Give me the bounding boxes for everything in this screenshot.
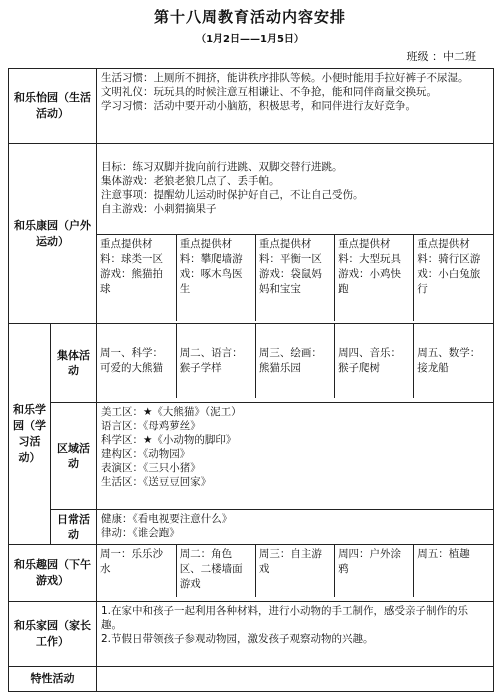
play-day-4: 周四：户外涂鸦: [335, 545, 414, 597]
family-line-1: 1.在家中和孩子一起利用各种材料，进行小动物的手工制作，感受亲子制作的乐趣。: [101, 605, 469, 631]
health-day-1: 重点提供材料：球类一区游戏：熊猫拍球: [97, 235, 176, 321]
health-content: [97, 144, 494, 235]
play-day-5: 周五：植趣: [414, 545, 493, 597]
date-range: （1月2日——1月5日）: [196, 34, 304, 45]
play-day-3: 周三：自主游戏: [255, 545, 334, 597]
family-row: [9, 602, 494, 667]
health-day-3: 重点提供材料：平衡一区游戏：袋鼠妈妈和宝宝: [255, 235, 334, 321]
life-line-3: 学习习惯：活动中要开动小脑筋，积极思考，和同伴进行友好竞争。: [101, 100, 416, 112]
learning-daily-row: [9, 510, 494, 545]
area-item-2: 语言区：《母鸡萝丝》: [101, 420, 201, 432]
play-days-grid: [97, 545, 493, 597]
health-line-2: 集体游戏：老狼老狼几点了、丢手帕。: [101, 175, 280, 187]
group-day-3: 周三、绘画：熊猫乐园: [255, 324, 334, 398]
health-line-1: 目标：练习双脚并拢向前行进跳、双脚交替行进跳。: [101, 161, 343, 173]
learning-label: 和乐学园（学习活动）: [9, 324, 51, 545]
cut-label: 特性活动: [9, 667, 97, 692]
play-row: [9, 545, 494, 602]
life-label: 和乐怡园（生活活动）: [9, 69, 97, 144]
health-line-4: 自主游戏：小刺猬摘果子: [101, 203, 217, 215]
life-content: [97, 69, 494, 144]
group-day-4: 周四、音乐：猴子爬树: [335, 324, 414, 398]
health-day-5: 重点提供材料：骑行区游戏：小白兔旅行: [414, 235, 493, 321]
area-activity-content: [97, 403, 494, 510]
health-line-3: 注意事项：提醒幼儿运动时保护好自己，不让自己受伤。: [101, 189, 364, 201]
learning-area-row: [9, 403, 494, 510]
life-row: [9, 69, 494, 144]
area-item-1: 美工区：★《大熊猫》（泥工）: [101, 406, 242, 418]
area-item-4: 建构区：《动物园》: [101, 448, 191, 460]
daily-activity-label: 日常活动: [51, 510, 97, 545]
play-day-1: 周一：乐乐沙水: [97, 545, 176, 597]
learning-group-row: [9, 324, 494, 403]
health-days-grid: [97, 235, 493, 321]
group-day-5: 周五、数学：接龙船: [414, 324, 493, 398]
area-activity-label: 区域活动: [51, 403, 97, 510]
area-item-6: 生活区：《送豆豆回家》: [101, 476, 212, 488]
family-content: [97, 602, 494, 667]
daily-item-2: 律动：《谁会跑》: [101, 527, 180, 539]
daily-item-1: 健康：《看电视要注意什么》: [101, 513, 233, 525]
page-title: 第十八周教育活动内容安排: [153, 8, 346, 26]
family-line-2: 2.节假日带领孩子参观动物园，激发孩子观察动物的兴趣。: [101, 633, 374, 645]
schedule-table: [8, 68, 494, 692]
health-day-4: 重点提供材料：大型玩具游戏：小鸡快跑: [335, 235, 414, 321]
area-item-3: 科学区：★《小动物的脚印》: [101, 434, 237, 446]
play-day-2: 周二：角色区、二楼墙面游戏: [176, 545, 255, 597]
group-activity-grid: [97, 324, 493, 398]
daily-activity-content: [97, 510, 494, 545]
group-day-1: 周一、科学：可爱的大熊猫: [97, 324, 176, 398]
group-day-2: 周二、语言：猴子学样: [176, 324, 255, 398]
health-day-2: 重点提供材料：攀爬墙游戏：啄木鸟医生: [176, 235, 255, 321]
health-label: 和乐康园（户外运动）: [9, 144, 97, 324]
class-label: 班级 ：中二班: [406, 50, 476, 63]
life-line-2: 文明礼仪：玩玩具的时候注意互相谦让、不争抢，能和同伴商量交换玩。: [101, 86, 437, 98]
family-label: 和乐家园（家长工作）: [9, 602, 97, 667]
play-label: 和乐趣园（下午游戏）: [9, 545, 97, 602]
life-line-1: 生活习惯：上厕所不拥挤，能讲秩序排队等候。小便时能用手拉好裤子不尿湿。: [101, 72, 469, 84]
cut-row: [9, 667, 494, 692]
area-item-5: 表演区：《三只小猪》: [101, 462, 201, 474]
health-row: [9, 144, 494, 235]
group-activity-label: 集体活动: [51, 324, 97, 403]
